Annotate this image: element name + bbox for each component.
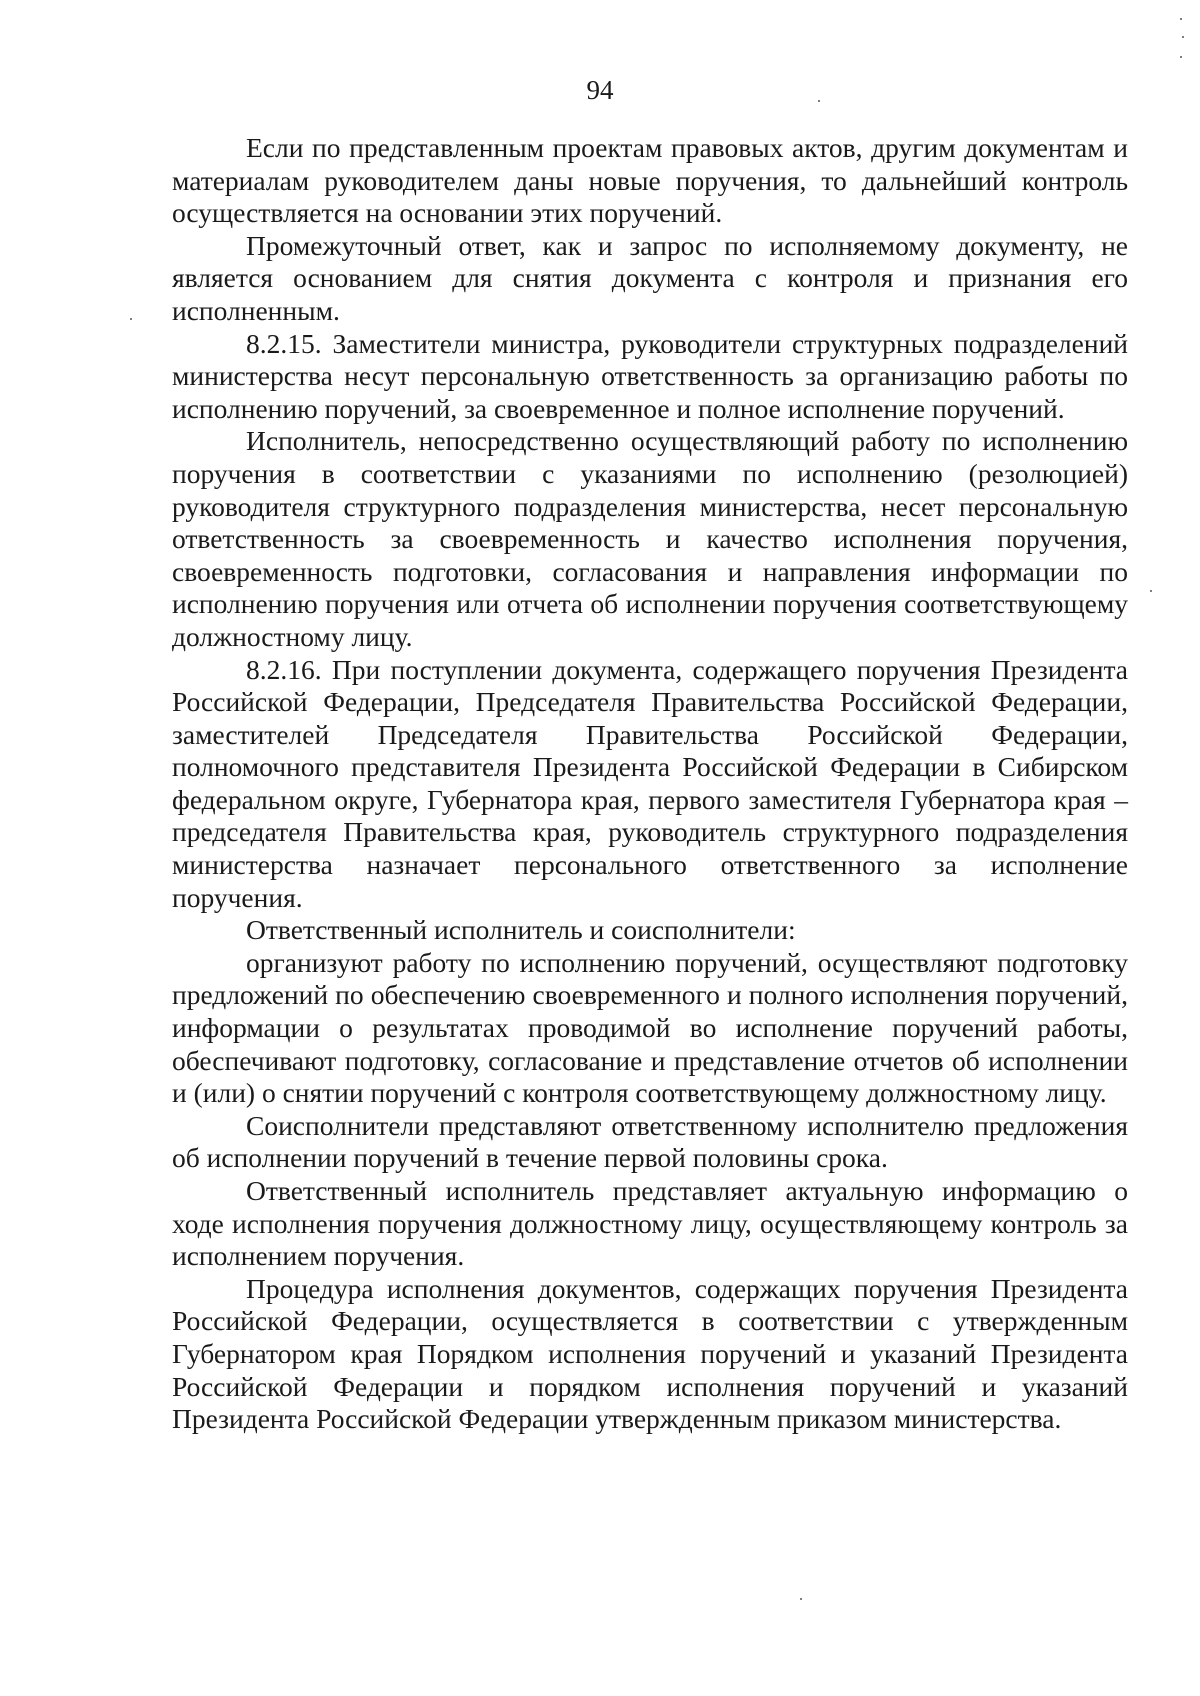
scan-speck xyxy=(1150,590,1152,592)
paragraph: Исполнитель, непосредственно осуществляющий работу по исполнению поручения в соответствии с указаниями по исполнению (резолюцией) руководителя структурного подразделения министерства, несет персональную ответственность за своевременность и качество исполнения поручения, своевременность подготовки, согласования и направления информации по исполнению поручения или отчета об исполнении поручения соответствующему должностному лицу. xyxy=(172,425,1128,652)
scan-speck xyxy=(1180,18,1182,20)
paragraph: организуют работу по исполнению поручений, осуществляют подготовку предложений по обеспечению своевременного и полного исполнения поручений, информации о результатах проводимой во исполнение поручений работы, обеспечивают подготовку, согласование и представление отчетов об исполнении и (или) о снятии поручений с контроля соответствующему должностному лицу. xyxy=(172,946,1128,1109)
paragraph: Процедура исполнения документов, содержащих поручения Президента Российской Федерации, осуществляется в соответствии с утвержденным Губернатором края Порядком исполнения поручений и указаний Президента Российской Федерации и порядком исполнения поручений и указаний Президента Российской Федерации утвержденным приказом министерства. xyxy=(172,1272,1128,1435)
scan-speck xyxy=(1182,36,1184,38)
paragraph: Соисполнители представляют ответственному исполнителю предложения об исполнении поручений в течение первой половины срока. xyxy=(172,1109,1128,1174)
paragraph: Ответственный исполнитель и соисполнители: xyxy=(246,914,796,946)
scan-speck xyxy=(130,318,132,320)
scan-speck xyxy=(818,100,820,102)
paragraph: 8.2.15. Заместители министра, руководители структурных подразделений министерства несут персональную ответственность за организацию работы по исполнению поручений, за своевременное и полное исполнение поручений. xyxy=(172,327,1128,424)
scan-speck xyxy=(1180,56,1182,58)
scan-speck xyxy=(800,1598,802,1600)
paragraph: Промежуточный ответ, как и запрос по исполняемому документу, не является основанием для снятия документа с контроля и признания его исполненным. xyxy=(172,229,1128,326)
paragraph: Ответственный исполнитель представляет актуальную информацию о ходе исполнения поручения должностному лицу, осуществляющему контроль за исполнением поручения. xyxy=(172,1175,1128,1272)
page-number: 94 xyxy=(586,75,614,105)
paragraph: 8.2.16. При поступлении документа, содержащего поручения Президента Российской Федерации, Председателя Правительства Российской Федерации, заместителей Председателя Правительства Российской Федерации, полномочного представителя Президента Российской Федерации в Сибирском федеральном округе, Губернатора края, первого заместителя Губернатора края – председателя Правительства края, руководитель структурного подразделения министерства назначает персонального ответственного за исполнение поручения. xyxy=(172,653,1128,913)
document-body xyxy=(172,132,1128,1436)
paragraph: Если по представленным проектам правовых актов, другим документам и материалам руководителем даны новые поручения, то дальнейший контроль осуществляется на основании этих поручений. xyxy=(172,132,1128,229)
